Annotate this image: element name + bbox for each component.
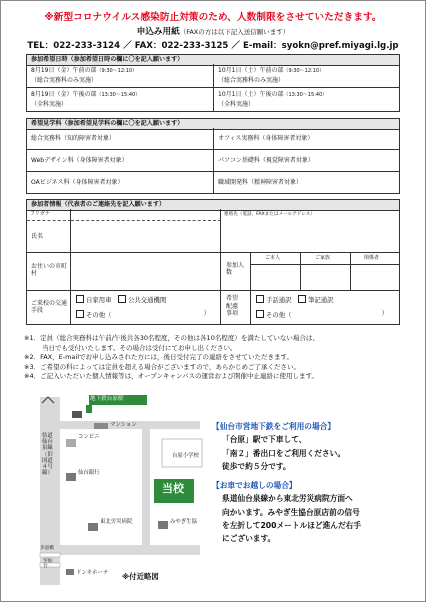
contact-line: TEL：022-233-3124 ／ FAX：022-233-3125 ／ E-mail：syokn@pref.miyagi.lg.jp bbox=[27, 41, 399, 51]
checkbox-note-taking[interactable] bbox=[298, 295, 306, 303]
directions-line: 向かいます。みやぎ生協台原店前の信号 bbox=[222, 507, 360, 517]
address-label-cell bbox=[27, 253, 71, 291]
option-label: 公共交通機関 bbox=[127, 296, 167, 304]
note-item: ※4．ご記入いただいた個人情報等は，オープンキャンパスの運営および開催中止連絡に使用します。 bbox=[24, 372, 319, 381]
note-item: ※3．ご希望の科によっては定員を超える場合がございますので，あらかじめご了承ください。 bbox=[24, 362, 300, 371]
transport-options bbox=[71, 291, 221, 324]
name-label: 氏名 bbox=[31, 233, 44, 240]
address-label: お住いの市町村 bbox=[31, 263, 68, 278]
contact-label-cell bbox=[221, 209, 399, 221]
map-label-bank: 仙台銀行 bbox=[78, 470, 100, 476]
name-input[interactable] bbox=[71, 221, 221, 253]
date-slot-label: 10月1日（土）午前の部（9:30～12:10） bbox=[218, 67, 325, 74]
road-middle bbox=[142, 429, 150, 545]
note-item: ※2．FAX，E-mailでお申し込みされた方には，後日受付完了の連絡をさせていただきます。 bbox=[24, 353, 293, 362]
map-caption: ※付近略図 bbox=[122, 572, 159, 581]
count-family[interactable] bbox=[301, 253, 351, 291]
map-label-miyagi-coop: みやぎ生協 bbox=[170, 519, 197, 525]
form-title-text: 申込み用紙 bbox=[136, 27, 180, 37]
count-label-cell bbox=[221, 253, 251, 291]
option-label: その他（ bbox=[86, 311, 112, 319]
course-label: OAビジネス科（身体障害者対象） bbox=[31, 179, 124, 186]
directions-line: 県道仙台泉線から東北労災病院方面へ bbox=[222, 494, 353, 504]
date-slot[interactable] bbox=[27, 64, 214, 88]
transport-label-cell bbox=[27, 291, 71, 324]
course-option[interactable] bbox=[214, 150, 399, 172]
furigana-label-cell bbox=[27, 209, 71, 221]
car-directions-title: 【お車でお越しの場合】 bbox=[212, 481, 297, 491]
map-label-main-road: 県道仙台泉線（旧国道４号線） bbox=[42, 433, 53, 477]
directions-line: 「南２」番出口をご利用ください。 bbox=[222, 448, 346, 458]
bank bbox=[66, 473, 76, 481]
map-label-our-school: 当校 bbox=[162, 482, 184, 495]
subway-directions bbox=[212, 433, 408, 473]
option-close-paren: ） bbox=[381, 309, 388, 317]
checkbox-public-transit[interactable] bbox=[118, 295, 126, 303]
course-label: オフィス実務科（身体障害者対象） bbox=[218, 135, 314, 142]
subway-directions-title: 【仙台市営地下鉄をご利用の場合】 bbox=[212, 422, 336, 431]
notes bbox=[24, 334, 414, 382]
course-label: 総合実務科（知的障害者対象） bbox=[31, 135, 116, 142]
map-label-subway: 地下鉄台原駅 bbox=[90, 396, 124, 402]
care-label-cell bbox=[221, 291, 251, 324]
transport-label: ご来校の交通手段 bbox=[31, 300, 68, 315]
option-label: 筆記通訳 bbox=[307, 296, 334, 304]
convenience-store bbox=[66, 439, 76, 447]
directions bbox=[212, 420, 408, 590]
date-slot[interactable] bbox=[27, 88, 214, 111]
care-label: 希望配慮事項 bbox=[226, 295, 239, 317]
map-label-hospital: 東北労災病院 bbox=[100, 519, 133, 525]
form-title bbox=[0, 25, 426, 37]
option-label: 自家用車 bbox=[86, 296, 112, 304]
directions-line: にございます。 bbox=[222, 534, 276, 544]
date-slot[interactable] bbox=[214, 88, 399, 111]
map-label-convenience: コンビニ bbox=[78, 434, 100, 440]
count-header: ご本人 bbox=[265, 255, 281, 261]
address-input[interactable] bbox=[71, 253, 221, 291]
contact-label: 連絡先（電話、FAXまたはメールアドレス） bbox=[224, 212, 315, 217]
directions-line: 「台原」駅で下車して、 bbox=[222, 435, 307, 445]
contact-input[interactable] bbox=[221, 221, 399, 253]
option-label: その他（ bbox=[266, 311, 292, 319]
furigana-input[interactable] bbox=[71, 209, 221, 221]
map-label-crossing: 歩道橋 bbox=[40, 546, 54, 551]
count-label: 参加人数 bbox=[226, 262, 245, 277]
attendee-grid bbox=[26, 209, 400, 325]
course-option[interactable] bbox=[27, 128, 214, 150]
course-label: Webデザイン科（身体障害者対象） bbox=[31, 157, 128, 164]
date-slot-label: 10月1日（土）午後の部（13:30～15:40） bbox=[218, 91, 328, 98]
date-slot-label: 8月19日（金）午前の部（9:30～12:10） bbox=[31, 67, 138, 74]
count-header: ご家族 bbox=[315, 255, 331, 261]
count-related[interactable] bbox=[351, 253, 399, 291]
checkbox-other-care[interactable] bbox=[256, 310, 264, 318]
car-directions bbox=[212, 492, 408, 545]
care-options bbox=[251, 291, 399, 324]
date-slot-label: 8月19日（金）午後の部（13:30～15:40） bbox=[31, 91, 141, 98]
date-slot-note: （全科実施） bbox=[31, 101, 68, 108]
count-header: 関係者 bbox=[364, 255, 380, 261]
date-slot-note: （総合実務科のみ実施） bbox=[31, 77, 98, 84]
checkbox-other-transport[interactable] bbox=[76, 310, 84, 318]
course-section-heading: 希望見学科（参加希望見学科の欄に〇を記入願います） bbox=[26, 118, 400, 130]
map-label-direction: 至仙台 bbox=[43, 559, 53, 570]
date-slot-note: （全科実施） bbox=[218, 101, 255, 108]
note-item: ※1．定員（総合実務科は午前/午後共各30名程度，その他は各10名程度）を満たしていない場合は、 bbox=[24, 334, 319, 342]
date-section-heading: 参加希望日時（参加希望日時の欄に〇を記入願います） bbox=[26, 54, 400, 66]
mansion bbox=[94, 423, 108, 429]
option-close-paren: ） bbox=[203, 309, 210, 317]
bridge bbox=[40, 553, 60, 557]
donki bbox=[66, 569, 74, 575]
form-title-note: （FAXの方は以下記入送信願います） bbox=[179, 28, 290, 36]
note-item-continued: 当日でも受付いたします。その場合は受付にてお申し出ください。 bbox=[42, 343, 237, 352]
date-slot[interactable] bbox=[214, 64, 399, 88]
course-option[interactable] bbox=[214, 172, 399, 193]
option-label: 手話通訳 bbox=[266, 296, 292, 304]
name-label-cell bbox=[27, 221, 71, 253]
course-label: パソコン基礎科（視覚障害者対象） bbox=[218, 157, 314, 164]
furigana-label: フリガナ bbox=[30, 211, 50, 217]
location-map bbox=[32, 393, 204, 589]
course-grid bbox=[26, 128, 400, 194]
date-slot-note: （総合実務科のみ実施） bbox=[218, 77, 285, 84]
date-grid bbox=[26, 64, 400, 112]
count-self[interactable] bbox=[251, 253, 301, 291]
miyagi-coop bbox=[158, 521, 168, 529]
map-label-mansion: マンション bbox=[110, 422, 137, 428]
hospital bbox=[88, 523, 98, 531]
subway-exit bbox=[72, 411, 82, 418]
course-option[interactable] bbox=[214, 128, 399, 150]
capacity-notice: ※新型コロナウイルス感染防止対策のため、人数制限をさせていただきます。 bbox=[44, 12, 382, 23]
road-bottom bbox=[60, 545, 200, 555]
checkbox-sign-language[interactable] bbox=[256, 295, 264, 303]
map-label-donki: ドンキホーテ bbox=[76, 570, 109, 576]
attendee-section-heading: 参加者情報（代表者のご連絡先を記入願います） bbox=[26, 199, 400, 211]
checkbox-car[interactable] bbox=[76, 295, 84, 303]
map-label-elementary-school: 台原小学校 bbox=[172, 453, 199, 459]
course-label: 職域開発科（精神障害者対象） bbox=[218, 179, 303, 186]
directions-line: 徒歩で約５分です。 bbox=[222, 461, 291, 471]
course-option[interactable] bbox=[27, 150, 214, 172]
directions-line: を左折して200メートルほど進んだ右手 bbox=[222, 521, 362, 531]
course-option[interactable] bbox=[27, 172, 214, 193]
